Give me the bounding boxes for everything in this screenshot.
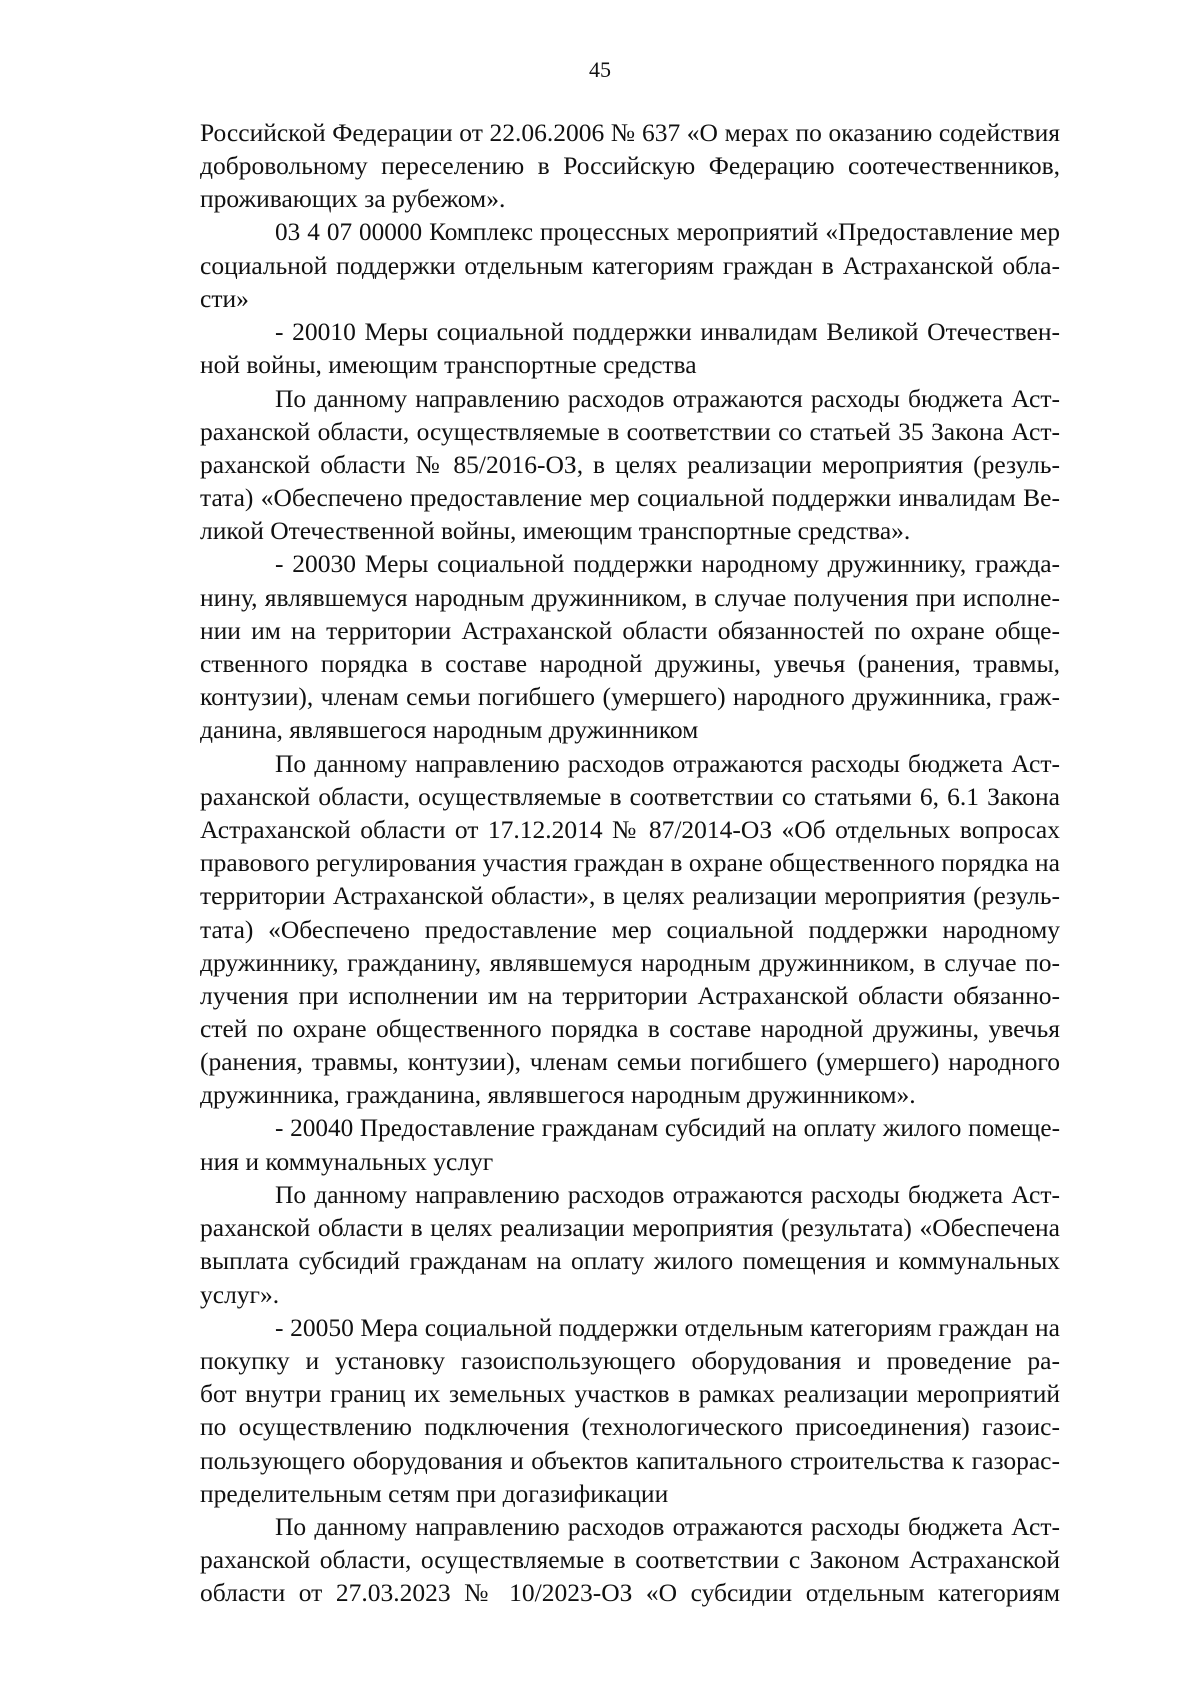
text-line: Астраханской области от 17.12.2014 № 87/2014-ОЗ «Об отдельных вопросах	[200, 814, 1060, 844]
text-line: тата) «Обеспечено предоставление мер социальной поддержки инвалидам Ве-	[200, 483, 1060, 513]
text-line: раханской области, осуществляемые в соответствии с Законом Астраханской	[200, 1545, 1060, 1575]
text-line: территории Астраханской области», в целях реализации мероприятия (резуль-	[200, 881, 1060, 911]
text-line: (ранения, травмы, контузии), членам семьи погибшего (умершего) народного	[200, 1047, 1060, 1077]
text-line: По данному направлению расходов отражаются расходы бюджета Аст-	[275, 383, 1060, 413]
text-line: добровольному переселению в Российскую Федерацию соотечественников,	[200, 151, 1060, 181]
text-line: 03 4 07 00000 Комплекс процессных мероприятий «Предоставление мер	[275, 217, 1060, 246]
text-line: области от 27.03.2023 № 10/2023-ОЗ «О субсидии отдельным категориям	[200, 1578, 1060, 1608]
text-line: ственного порядка в составе народной дружины, увечья (ранения, травмы,	[200, 649, 1060, 678]
text-line: раханской области № 85/2016-ОЗ, в целях реализации мероприятия (резуль-	[200, 449, 1060, 479]
text-line: раханской области, осуществляемые в соответствии со статьей 35 Закона Аст-	[200, 416, 1060, 446]
text-line: правового регулирования участия граждан в охране общественного порядка на	[200, 848, 1060, 878]
text-line: стей по охране общественного порядка в составе народной дружины, увечья	[200, 1014, 1060, 1044]
text-line: По данному направлению расходов отражаются расходы бюджета Аст-	[275, 1180, 1060, 1209]
text-line: раханской области в целях реализации мероприятия (результата) «Обеспечена	[200, 1213, 1060, 1243]
text-line: ния и коммунальных услуг	[200, 1146, 494, 1176]
page-number: 45	[589, 57, 611, 82]
text-line: дружинника, гражданина, являвшегося народным дружинником».	[200, 1080, 916, 1110]
text-line: бот внутри границ их земельных участков в рамках реализации мероприятий	[200, 1379, 1060, 1409]
text-line: По данному направлению расходов отражаются расходы бюджета Аст-	[275, 1511, 1060, 1541]
text-line: нии им на территории Астраханской области обязанностей по охране обще-	[200, 615, 1060, 645]
text-line: покупку и установку газоиспользующего оборудования и проведение ра-	[200, 1345, 1060, 1375]
text-line: социальной поддержки отдельным категориям граждан в Астраханской обла-	[200, 250, 1060, 280]
text-line: Российской Федерации от 22.06.2006 № 637 «О мерах по оказанию содействия	[200, 118, 1060, 147]
text-line: дружиннику, гражданину, являвшемуся народным дружинником, в случае по-	[200, 947, 1060, 977]
text-line: - 20040 Предоставление гражданам субсидий на оплату жилого помеще-	[275, 1113, 1060, 1142]
text-line: выплата субсидий гражданам на оплату жилого помещения и коммунальных	[200, 1246, 1060, 1276]
text-line: - 20010 Меры социальной поддержки инвалидам Великой Отечествен-	[275, 317, 1060, 347]
text-line: раханской области, осуществляемые в соответствии со статьями 6, 6.1 Закона	[200, 781, 1060, 811]
text-line: пользующего оборудования и объектов капитального строительства к газорас-	[200, 1445, 1060, 1475]
text-line: По данному направлению расходов отражаются расходы бюджета Аст-	[275, 748, 1060, 778]
text-line: проживающих за рубежом».	[200, 184, 506, 214]
text-line: - 20030 Меры социальной поддержки народному дружиннику, гражда-	[275, 549, 1060, 579]
text-line: контузии), членам семьи погибшего (умершего) народного дружинника, граж-	[200, 682, 1060, 712]
text-line: ликой Отечественной войны, имеющим транспортные средства».	[200, 516, 911, 546]
text-line: лучения при исполнении им на территории Астраханской области обязанно-	[200, 980, 1060, 1010]
text-line: услуг».	[200, 1279, 280, 1309]
text-line: нину, являвшемуся народным дружинником, в случае получения при исполне-	[200, 582, 1060, 612]
text-line: данина, являвшегося народным дружинником	[200, 715, 699, 745]
text-line: ной войны, имеющим транспортные средства	[200, 350, 697, 380]
text-line: тата) «Обеспечено предоставление мер социальной поддержки народному	[200, 914, 1060, 944]
document-body	[200, 116, 1060, 1609]
text-line: пределительным сетям при догазификации	[200, 1478, 669, 1508]
text-line: по осуществлению подключения (технологического присоединения) газоис-	[200, 1412, 1060, 1442]
text-line: сти»	[200, 283, 249, 313]
text-line: - 20050 Мера социальной поддержки отдельным категориям граждан на	[275, 1312, 1060, 1342]
